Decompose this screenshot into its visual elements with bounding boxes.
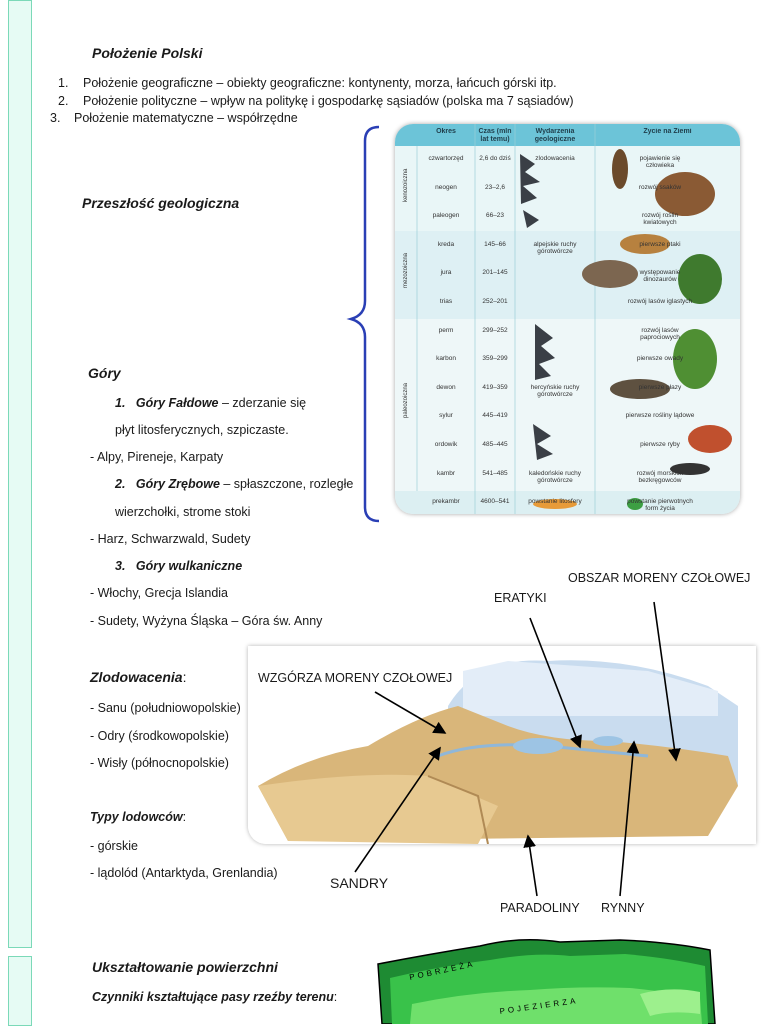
poland-map [370, 934, 720, 1024]
brace-icon [343, 125, 383, 525]
map-label-pobrzeza: POBRZEŻA [408, 959, 477, 982]
geo-cell-life: rozwój ssaków [638, 183, 682, 191]
map-label-pojezierza: POJEZIERZA [499, 996, 579, 1016]
gory-faldowe-line: 1. Góry Fałdowe – zderzanie się [115, 396, 307, 410]
heading-typy: Typy lodowców: [90, 810, 187, 824]
heading-przeszlosc: Przeszłość geologiczna [82, 195, 240, 211]
geo-cell-period: kambr [436, 469, 456, 477]
label-eratyki: ERATYKI [494, 591, 547, 605]
geo-cell-life: pierwsze rośliny lądowe [625, 412, 695, 420]
geo-cell-time: 419–359 [482, 383, 508, 391]
geo-cell-time: 201–145 [482, 269, 508, 277]
geo-cell-period: trias [439, 298, 453, 305]
gory-wulkaniczne-line: 3. Góry wulkaniczne [115, 559, 243, 573]
geo-cell-life: rozwój roślin kwiatowych [641, 212, 679, 227]
geo-cell-life: pierwsze płazy [638, 383, 682, 391]
geo-cell-time: 485–445 [482, 441, 508, 448]
gory-zrebowe-examples: - Harz, Schwarzwald, Sudety [90, 532, 251, 546]
geo-cell-life: pierwsze ryby [640, 441, 680, 448]
list-item-2-text: Położenie polityczne – wpływ na politykę i gospodarkę sąsiadów (polska ma 7 sąsiadów) [83, 94, 574, 108]
heading-uksztaltowanie: Ukształtowanie powierzchni [92, 959, 278, 975]
geo-cell-event: hercyńskie ruchy górotwórcze [530, 383, 580, 398]
zlodowacenie-odry: - Odry (środkowopolskie) [90, 729, 229, 743]
typ-ladolod: - lądolód (Antarktyda, Grenlandia) [90, 866, 278, 880]
geo-cell-time: 2,6 do dziś [479, 155, 511, 162]
geo-cell-period: sylur [439, 412, 453, 420]
geo-cell-time: 359–299 [482, 355, 508, 363]
heading-polozenie: Położenie Polski [92, 45, 203, 61]
geo-header-0: Okres [436, 128, 456, 135]
geo-cell-period: paleogen [432, 212, 460, 220]
heading-zlodowacenia: Zlodowacenia: [90, 669, 187, 685]
geo-cell-period: czwartorzęd [428, 155, 464, 162]
geo-header-1: Czas (mln lat temu) [478, 128, 512, 143]
geo-cell-event: powstanie litosfery [528, 498, 582, 506]
geo-cell-life: rozwój morskich bezkręgowców [636, 469, 684, 484]
typ-gorskie: - górskie [90, 839, 138, 853]
side-bar-top [8, 0, 32, 948]
geo-cell-period: perm [438, 326, 454, 334]
geo-header-3: Życie na Ziemi [643, 128, 692, 135]
geo-cell-time: 252–201 [482, 298, 508, 305]
list-item-3: 3. [50, 111, 61, 125]
list-item-2: 2. [58, 94, 69, 108]
geo-cell-time: 541–485 [482, 469, 508, 477]
geo-cell-event: kaledońskie ruchy górotwórcze [528, 469, 582, 484]
side-bar-bottom [8, 956, 32, 1026]
gory-zrebowe-line: 2. Góry Zrębowe – spłaszczone, rozległe [115, 477, 354, 491]
geo-cell-period: ordowik [434, 441, 458, 448]
geo-cell-life: pojawienie się człowieka [639, 155, 681, 169]
label-paradoliny: PARADOLINY [500, 901, 580, 915]
list-item-1: 1. [58, 76, 69, 90]
geo-era-1: mezozoiczna [403, 252, 409, 288]
geo-cell-period: dewon [436, 383, 456, 391]
geo-cell-life: pierwsze owady [636, 355, 684, 363]
geo-cell-event: zlodowacenia [535, 155, 575, 162]
list-item-1-text: Położenie geograficzne – obiekty geograficzne: kontynenty, morza, łańcuch górski itp. [83, 76, 557, 90]
gory-zrebowe-desc: wierzchołki, strome stoki [115, 505, 251, 519]
geo-cell-period: karbon [436, 355, 456, 363]
geo-cell-event: alpejskie ruchy górotwórcze [533, 240, 577, 255]
geo-era-2: paleozoiczna [403, 382, 409, 418]
geo-era-0: kenozoiczna [403, 168, 409, 202]
geo-cell-life: pierwsze ptaki [639, 240, 681, 248]
geo-table [395, 124, 740, 514]
geo-cell-time: 66–23 [485, 212, 505, 220]
geo-cell-time: 4600–541 [480, 498, 510, 506]
heading-czynniki: Czynniki kształtujące pasy rzeźby terenu: [92, 990, 338, 1004]
geo-cell-time: 145–66 [484, 240, 506, 248]
gory-wulkaniczne-example-1: - Włochy, Grecja Islandia [90, 586, 229, 600]
list-item-3-text: Położenie matematyczne – współrzędne [74, 111, 298, 125]
label-sandry: SANDRY [330, 875, 389, 891]
heading-gory: Góry [88, 365, 121, 381]
gory-faldowe-examples: - Alpy, Pireneje, Karpaty [90, 450, 224, 464]
geo-header-2: Wydarzenia geologiczne [534, 128, 576, 143]
geo-cell-life: występowanie dinozaurów [639, 269, 681, 284]
zlodowacenie-wisly: - Wisły (północnopolskie) [90, 756, 229, 770]
geo-cell-time: 299–252 [482, 326, 508, 334]
label-wzgorza: WZGÓRZA MORENY CZOŁOWEJ [258, 671, 453, 685]
geo-cell-time: 445–419 [482, 412, 508, 420]
geo-cell-life: rozwój lasów iglastych [627, 298, 693, 305]
geo-cell-period: prekambr [432, 498, 460, 506]
label-rynny: RYNNY [601, 901, 645, 915]
geo-cell-life: powstanie pierwotnych form życia [627, 498, 693, 513]
geo-cell-period: jura [440, 269, 452, 277]
zlodowacenie-sanu: - Sanu (południowopolskie) [90, 701, 241, 715]
gory-wulkaniczne-example-2: - Sudety, Wyżyna Śląska – Góra św. Anny [90, 614, 323, 628]
gory-faldowe-desc: płyt litosferycznych, szpiczaste. [115, 423, 289, 437]
geo-cell-period: neogen [435, 183, 457, 191]
geo-cell-life: rozwój lasów paprociowych [640, 326, 680, 341]
geo-cell-period: kreda [437, 240, 455, 248]
geo-cell-time: 23–2,6 [485, 183, 505, 191]
label-obszar: OBSZAR MORENY CZOŁOWEJ [568, 571, 751, 585]
